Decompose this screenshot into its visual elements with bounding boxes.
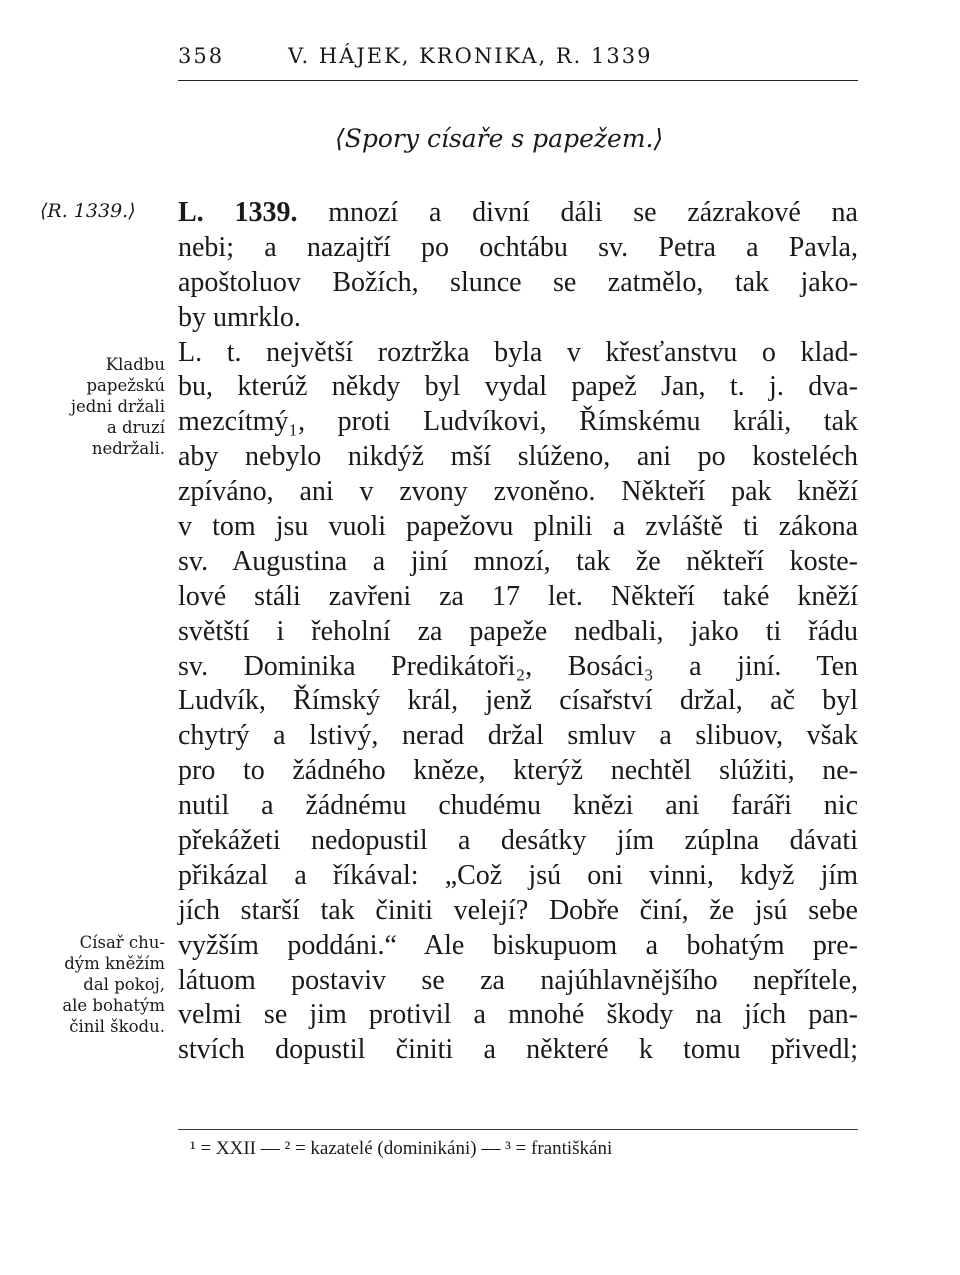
margin-note-line: a druzí <box>106 418 165 437</box>
text-line: mezcítmý₁, proti Ludvíkovi, Římskému králi, tak <box>178 406 858 438</box>
footnotes: ¹ = XXII — ² = kazatelé (dominikáni) — ³ = františkáni <box>190 1138 613 1159</box>
text-line: jích starší tak činiti velejí? Dobře činí, že jsú sebe <box>178 894 858 926</box>
margin-note-line: jedni držali <box>70 397 165 416</box>
text-line: chytrý a lstivý, nerad držal smluv a slibuov, však <box>178 720 858 752</box>
section-title: ⟨Spory císaře s papežem.⟩ <box>335 124 664 153</box>
page-number: 358 <box>178 44 225 68</box>
text-line: sv. Dominika Predikátoři₂, Bosáci₃ a jiní. Ten <box>178 650 858 682</box>
text-line: vyžším poddáni.“ Ale biskupuom a bohatým pre- <box>178 929 858 961</box>
running-title: V. HÁJEK, KRONIKA, R. 1339 <box>288 44 653 68</box>
text-line: pro to žádného kněze, kterýž nechtěl slúžiti, ne- <box>178 755 858 787</box>
text-line: v tom jsu vuoli papežovu plnili a zvláště ti zákona <box>178 511 858 543</box>
year-heading: L. 1339. <box>178 197 298 228</box>
text-line: nebi; a nazajtří po ochtábu sv. Petra a Pavla, <box>178 231 858 263</box>
text-line: apoštoluov Božích, slunce se zatmělo, tak jako- <box>178 266 858 298</box>
text-line: stvích dopustil činiti a některé k tomu přivedl; <box>178 1034 858 1066</box>
margin-note-line: Císař chu- <box>79 933 165 952</box>
margin-note-2 <box>30 932 165 1037</box>
margin-note-line: nedržali. <box>91 439 165 458</box>
margin-note-line: dým kněžím <box>64 954 165 973</box>
text-line: Ludvík, Římský král, jenž císařství držal, ač byl <box>178 685 858 717</box>
text-line: světští i řeholní za papeže nedbali, jako ti řádu <box>178 615 858 647</box>
text-line: překážeti nedopustil a desátky jím zúplna dávati <box>178 825 858 857</box>
margin-year: ⟨R. 1339.⟩ <box>40 200 136 222</box>
text-line: lové stáli zavřeni za 17 let. Někteří také kněží <box>178 580 858 612</box>
margin-note-line: Kladbu <box>105 355 165 374</box>
margin-note-line: ale bohatým <box>62 996 165 1015</box>
body-text <box>178 196 858 1068</box>
text-line: zpíváno, ani v zvony zvoněno. Někteří pak kněží <box>178 476 858 508</box>
text-line: L. t. největší roztržka byla v křesťanstvu o klad- <box>178 336 858 368</box>
header-rule <box>178 80 858 81</box>
text-line: aby nebylo nikdýž mší slúženo, ani po kosteléch <box>178 441 858 473</box>
text-line: velmi se jim protivil a mnohé škody na jích pan- <box>178 999 858 1031</box>
footnote-rule <box>178 1129 858 1130</box>
margin-note-line: dal pokoj, <box>83 975 165 994</box>
text-line: nutil a žádnému chudému knězi ani faráři nic <box>178 790 858 822</box>
text-line: bu, kterúž někdy byl vydal papež Jan, t. j. dva- <box>178 371 858 403</box>
margin-note-line: činil škodu. <box>69 1017 165 1036</box>
text-line: látuom postaviv se za najúhlavnějšího nepřítele, <box>178 964 858 996</box>
text-line: by umrklo. <box>178 301 301 333</box>
text-line: přikázal a říkával: „Což jsú oni vinni, když jím <box>178 859 858 891</box>
text-line: L. 1339. mnozí a divní dáli se zázrakové na <box>178 197 858 228</box>
text-line: sv. Augustina a jiní mnozí, tak že někteří koste- <box>178 545 858 577</box>
margin-note-1 <box>30 354 165 459</box>
margin-note-line: papežskú <box>86 376 165 395</box>
